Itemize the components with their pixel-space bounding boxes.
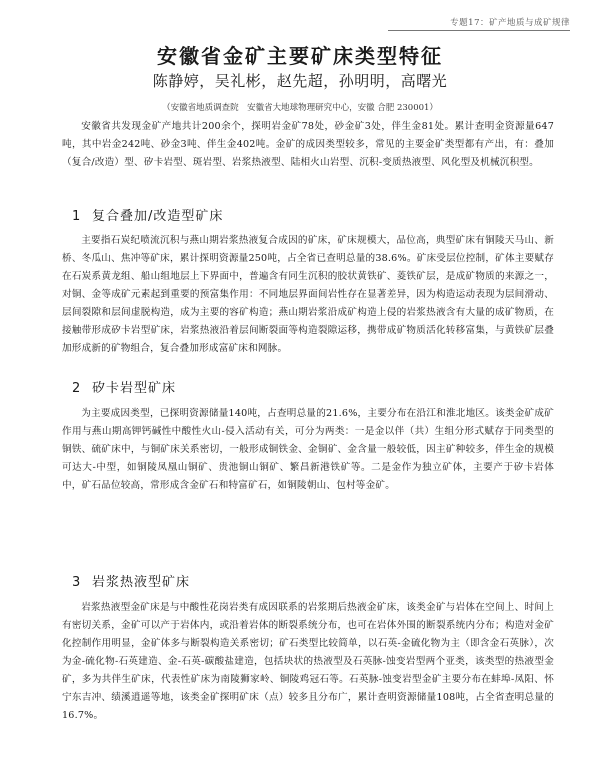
running-head: 专题17：矿产地质与成矿规律 <box>450 18 570 28</box>
intro-paragraph: 安徽省共发现金矿产地共计200余个，探明岩金矿78处，砂金矿3处，伴生金81处。累计查明金资源量647吨，其中岩金242吨、砂金3吨、伴生金402吨。金矿的成因类型较多，常见的主要金矿类型都有产出，有：叠加（复合/改造）型、矽卡岩型、斑岩型、岩浆热液型、陆相火山岩型、沉积-变质热液型、风化型及机械沉积型。 <box>62 121 554 168</box>
section-heading-1 <box>72 205 223 224</box>
article-title: 安徽省金矿主要矿床类型特征 <box>157 44 443 68</box>
section-heading-3 <box>72 571 190 590</box>
section-3-body: 岩浆热液型金矿床是与中酸性花岗岩类有成因联系的岩浆期后热液金矿床，该类金矿与岩体在空间上、时间上有密切关系，金矿可以产于岩体内，或沿着岩体的断裂系统分布，也可在岩体外围的断裂系统内分布；构造对金矿化控制作用明显，金矿体多与断裂构造关系密切；矿石类型比较简单，以石英-金硫化物为主（即含金石英脉），次为金-硫化物-石英建造、金-石英-碳酸盐建造，包括块状的热液型及石英脉-蚀变岩型两个亚类，该类型的热液型金矿，多为共伴生矿床，代表性矿床为南陵狮家岭、铜陵鸡冠石等。石英脉-蚀变岩型金矿主要分布在蚌埠-凤阳、怀宁东吉冲、绩溪逍遥等地，该类金矿探明矿床（点）较多且分布广，累计查明资源储量108吨，占全省查明总量的16.7%。 <box>62 602 554 721</box>
section-title: 矽卡岩型矿床 <box>92 381 177 396</box>
author-list: 陈静婷，吴礼彬，赵先超，孙明明，高曙光 <box>152 72 448 90</box>
section-number: 3 <box>72 575 82 590</box>
section-number: 1 <box>72 209 82 224</box>
affiliation: （安徽省地质调查院 安徽省大地球物理研究中心，安徽 合肥 230001） <box>162 103 438 113</box>
section-1-body: 主要指石炭纪喷流沉积与燕山期岩浆热液复合成因的矿床，矿床规模大，品位高，典型矿床有铜陵天马山、新桥、冬瓜山、焦冲等矿床，累计探明资源量250吨，占全省已查明总量的38.6%。矿床受层位控制，矿体主要赋存在石炭系黄龙组、船山组地层上下界面中，普遍含有同生沉积的胶状黄铁矿、菱铁矿层，是成矿物质的来源之一，对铜、金等成矿元素起到重要的预富集作用：不同地层界面间岩性存在显著差异，因为构造运动表现为层间滑动、层间裂隙和层间虚脱构造，成为主要的容矿构造；燕山期岩浆沿成矿构造上侵的岩浆热液含有大量的成矿物质，在接触带形成矽卡岩型矿床，岩浆热液沿着层间断裂面等构造裂隙运移，携带成矿物质活化转移富集，与黄铁矿层叠加形成新的矿物组合，复合叠加形成富矿床和网脉。 <box>62 235 554 354</box>
section-heading-2 <box>72 377 176 396</box>
section-title: 复合叠加/改造型矿床 <box>92 209 224 224</box>
section-title: 岩浆热液型矿床 <box>92 575 191 590</box>
header-rule <box>388 30 570 31</box>
section-2-body: 为主要成因类型，已探明资源储量140吨，占查明总量的21.6%，主要分布在沿江和淮北地区。该类金矿成矿作用与燕山期高钾钙碱性中酸性火山-侵入活动有关，可分为两类：一是金以伴（共）生组分形式赋存于同类型的铜铁、硫矿床中，与铜矿床关系密切，一般形成铜铁金、金铜矿、金含量一般较低，因主矿种较多，伴生金的规模可达大-中型，如铜陵凤凰山铜矿、贵池铜山铜矿、繁昌新港铁矿等。二是金作为独立矿体，主要产于矽卡岩体中，矿石品位较高，常形成含金矿石和特富矿石，如铜陵朝山、包村等金矿。 <box>62 408 554 491</box>
section-number: 2 <box>72 381 82 396</box>
